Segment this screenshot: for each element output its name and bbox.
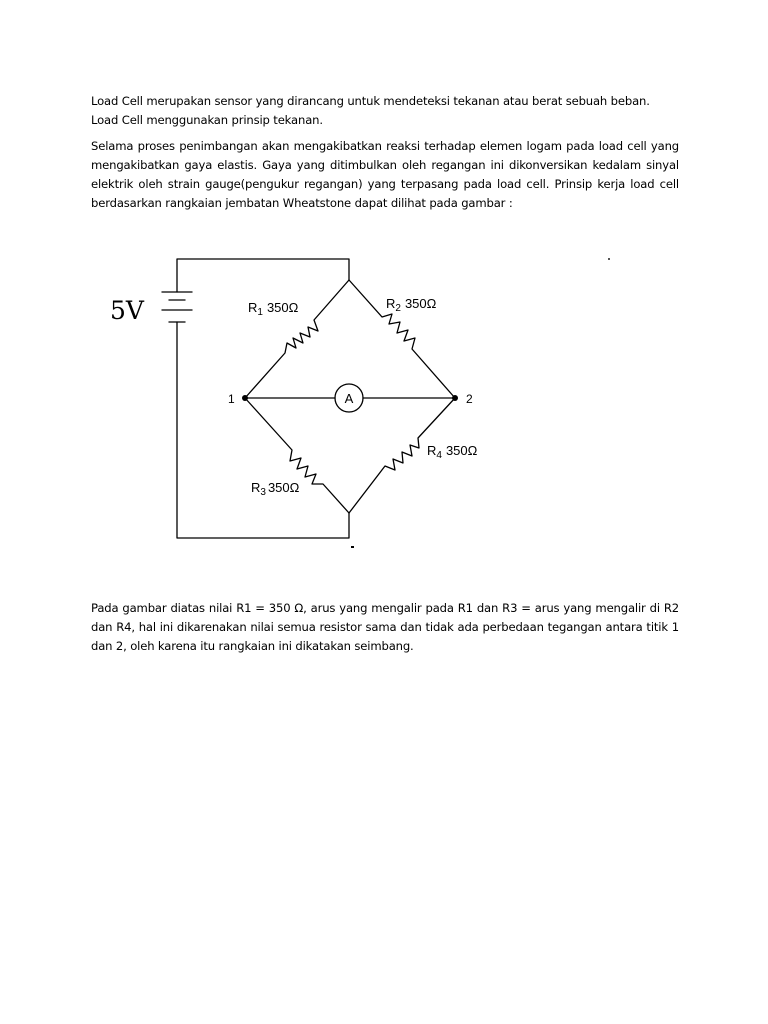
resistor-label-r4: $R_4$ 350Ω (427, 443, 478, 461)
wire-top (177, 259, 349, 292)
resistor-label-r3: $R_3$ 350Ω (251, 480, 300, 498)
source-label: 5V (110, 296, 144, 325)
wire-bottom (177, 322, 349, 538)
node-dot-left (242, 395, 248, 401)
ammeter-label: A (344, 391, 354, 406)
node-label-left: 1 (228, 392, 235, 406)
resistor-r2 (349, 280, 455, 398)
resistor-label-r1: $R_1$ 350Ω (248, 300, 299, 318)
node-dot-right (452, 395, 458, 401)
resistor-r1 (245, 280, 349, 398)
paragraph-intro: Load Cell merupakan sensor yang dirancang untuk mendeteksi tekanan atau berat sebuah beban. Load Cell menggunakan prinsip tekanan. (91, 94, 650, 127)
circuit-diagram (100, 248, 520, 558)
paragraph-process: Selama proses penimbangan akan mengakibatkan reaksi terhadap elemen logam pada load cell yang mengakibatkan gaya elastis. Gaya yang ditimbulkan oleh regangan ini dikonversikan kedalam sinyal elektrik oleh strain gauge(pengukur regangan) yang terpasang pada load cell. Prinsip kerja load cell berdasarkan rangkaian jembatan Wheatstone dapat dilihat pada gambar : (91, 139, 679, 210)
minus-mark (351, 546, 354, 548)
resistor-label-r2: $R_2$ 350Ω (386, 296, 437, 314)
paragraph-explanation: Pada gambar diatas nilai R1 = 350 Ω, arus yang mengalir pada R1 dan R3 = arus yang mengalir di R2 dan R4, hal ini dikarenakan nilai semua resistor sama dan tidak ada perbedaan tegangan antara titik 1 dan 2, oleh karena itu rangkaian ini dikatakan seimbang. (91, 601, 679, 653)
stray-mark (608, 258, 610, 260)
node-label-right: 2 (466, 392, 473, 406)
wheatstone-bridge-figure (100, 248, 520, 558)
